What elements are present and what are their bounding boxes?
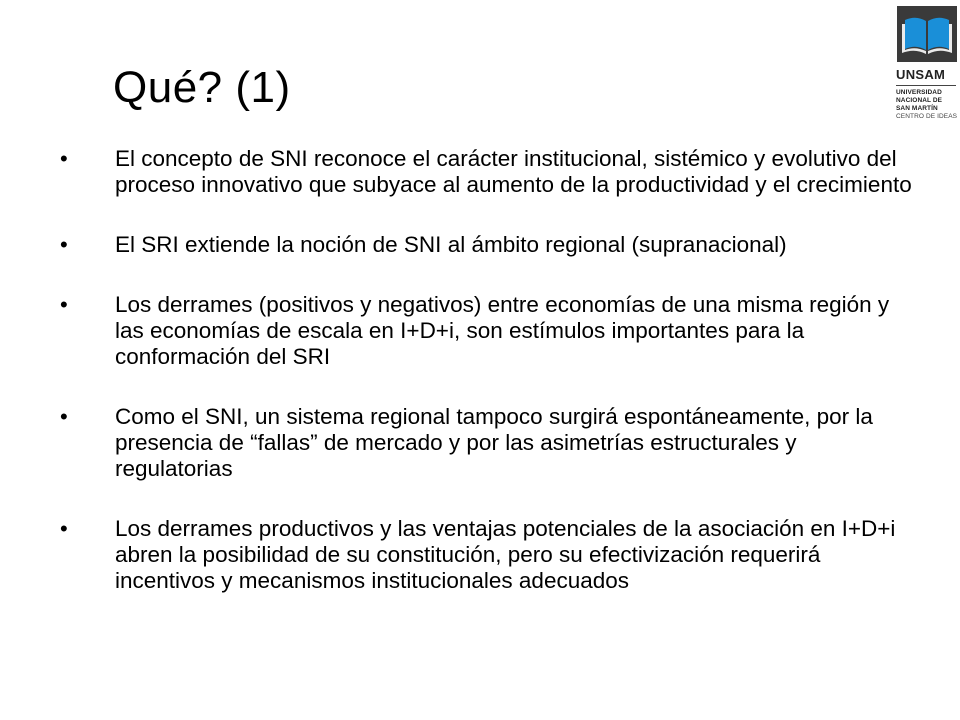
open-book-icon — [897, 6, 957, 62]
bullet-list — [60, 146, 920, 594]
logo-text — [896, 68, 958, 121]
bullet-marker: • — [60, 232, 68, 257]
bullet-text: Los derrames (positivos y negativos) entre economías de una misma región y las economías de escala en I+D+i, son estímulos importantes para la conformación del SRI — [115, 292, 890, 369]
bullet-text: El SRI extiende la noción de SNI al ámbito regional (supranacional) — [115, 232, 787, 257]
bullet-marker: • — [60, 404, 68, 429]
bullet-item — [60, 404, 920, 482]
bullet-text: El concepto de SNI reconoce el carácter institucional, sistémico y evolutivo del proceso innovativo que subyace al aumento de la productividad y el crecimiento — [115, 146, 912, 197]
bullet-item — [60, 516, 920, 594]
logo-line-4: CENTRO DE IDEAS — [896, 113, 958, 120]
logo-divider — [896, 85, 956, 86]
bullet-text: Como el SNI, un sistema regional tampoco surgirá espontáneamente, por la presencia de “fallas” de mercado y por las asimetrías estructurales y regulatorias — [115, 404, 873, 481]
unsam-logo — [896, 6, 958, 128]
logo-line-1: UNIVERSIDAD — [896, 89, 942, 96]
bullet-text: Los derrames productivos y las ventajas potenciales de la asociación en I+D+i abren la posibilidad de su constitución, pero su efectivización requerirá incentivos y mecanismos institucionales adecuados — [115, 516, 896, 593]
logo-line-2: NACIONAL DE — [896, 97, 943, 104]
bullet-item — [60, 292, 920, 370]
logo-mark — [897, 6, 957, 62]
bullet-marker: • — [60, 292, 68, 317]
bullet-marker: • — [60, 516, 68, 541]
logo-name: UNSAM — [896, 67, 946, 82]
logo-line-3: SAN MARTÍN — [896, 105, 938, 112]
bullet-marker: • — [60, 146, 68, 171]
bullet-item — [60, 232, 920, 258]
slide-title: Qué? (1) — [113, 63, 291, 112]
bullet-item — [60, 146, 920, 198]
